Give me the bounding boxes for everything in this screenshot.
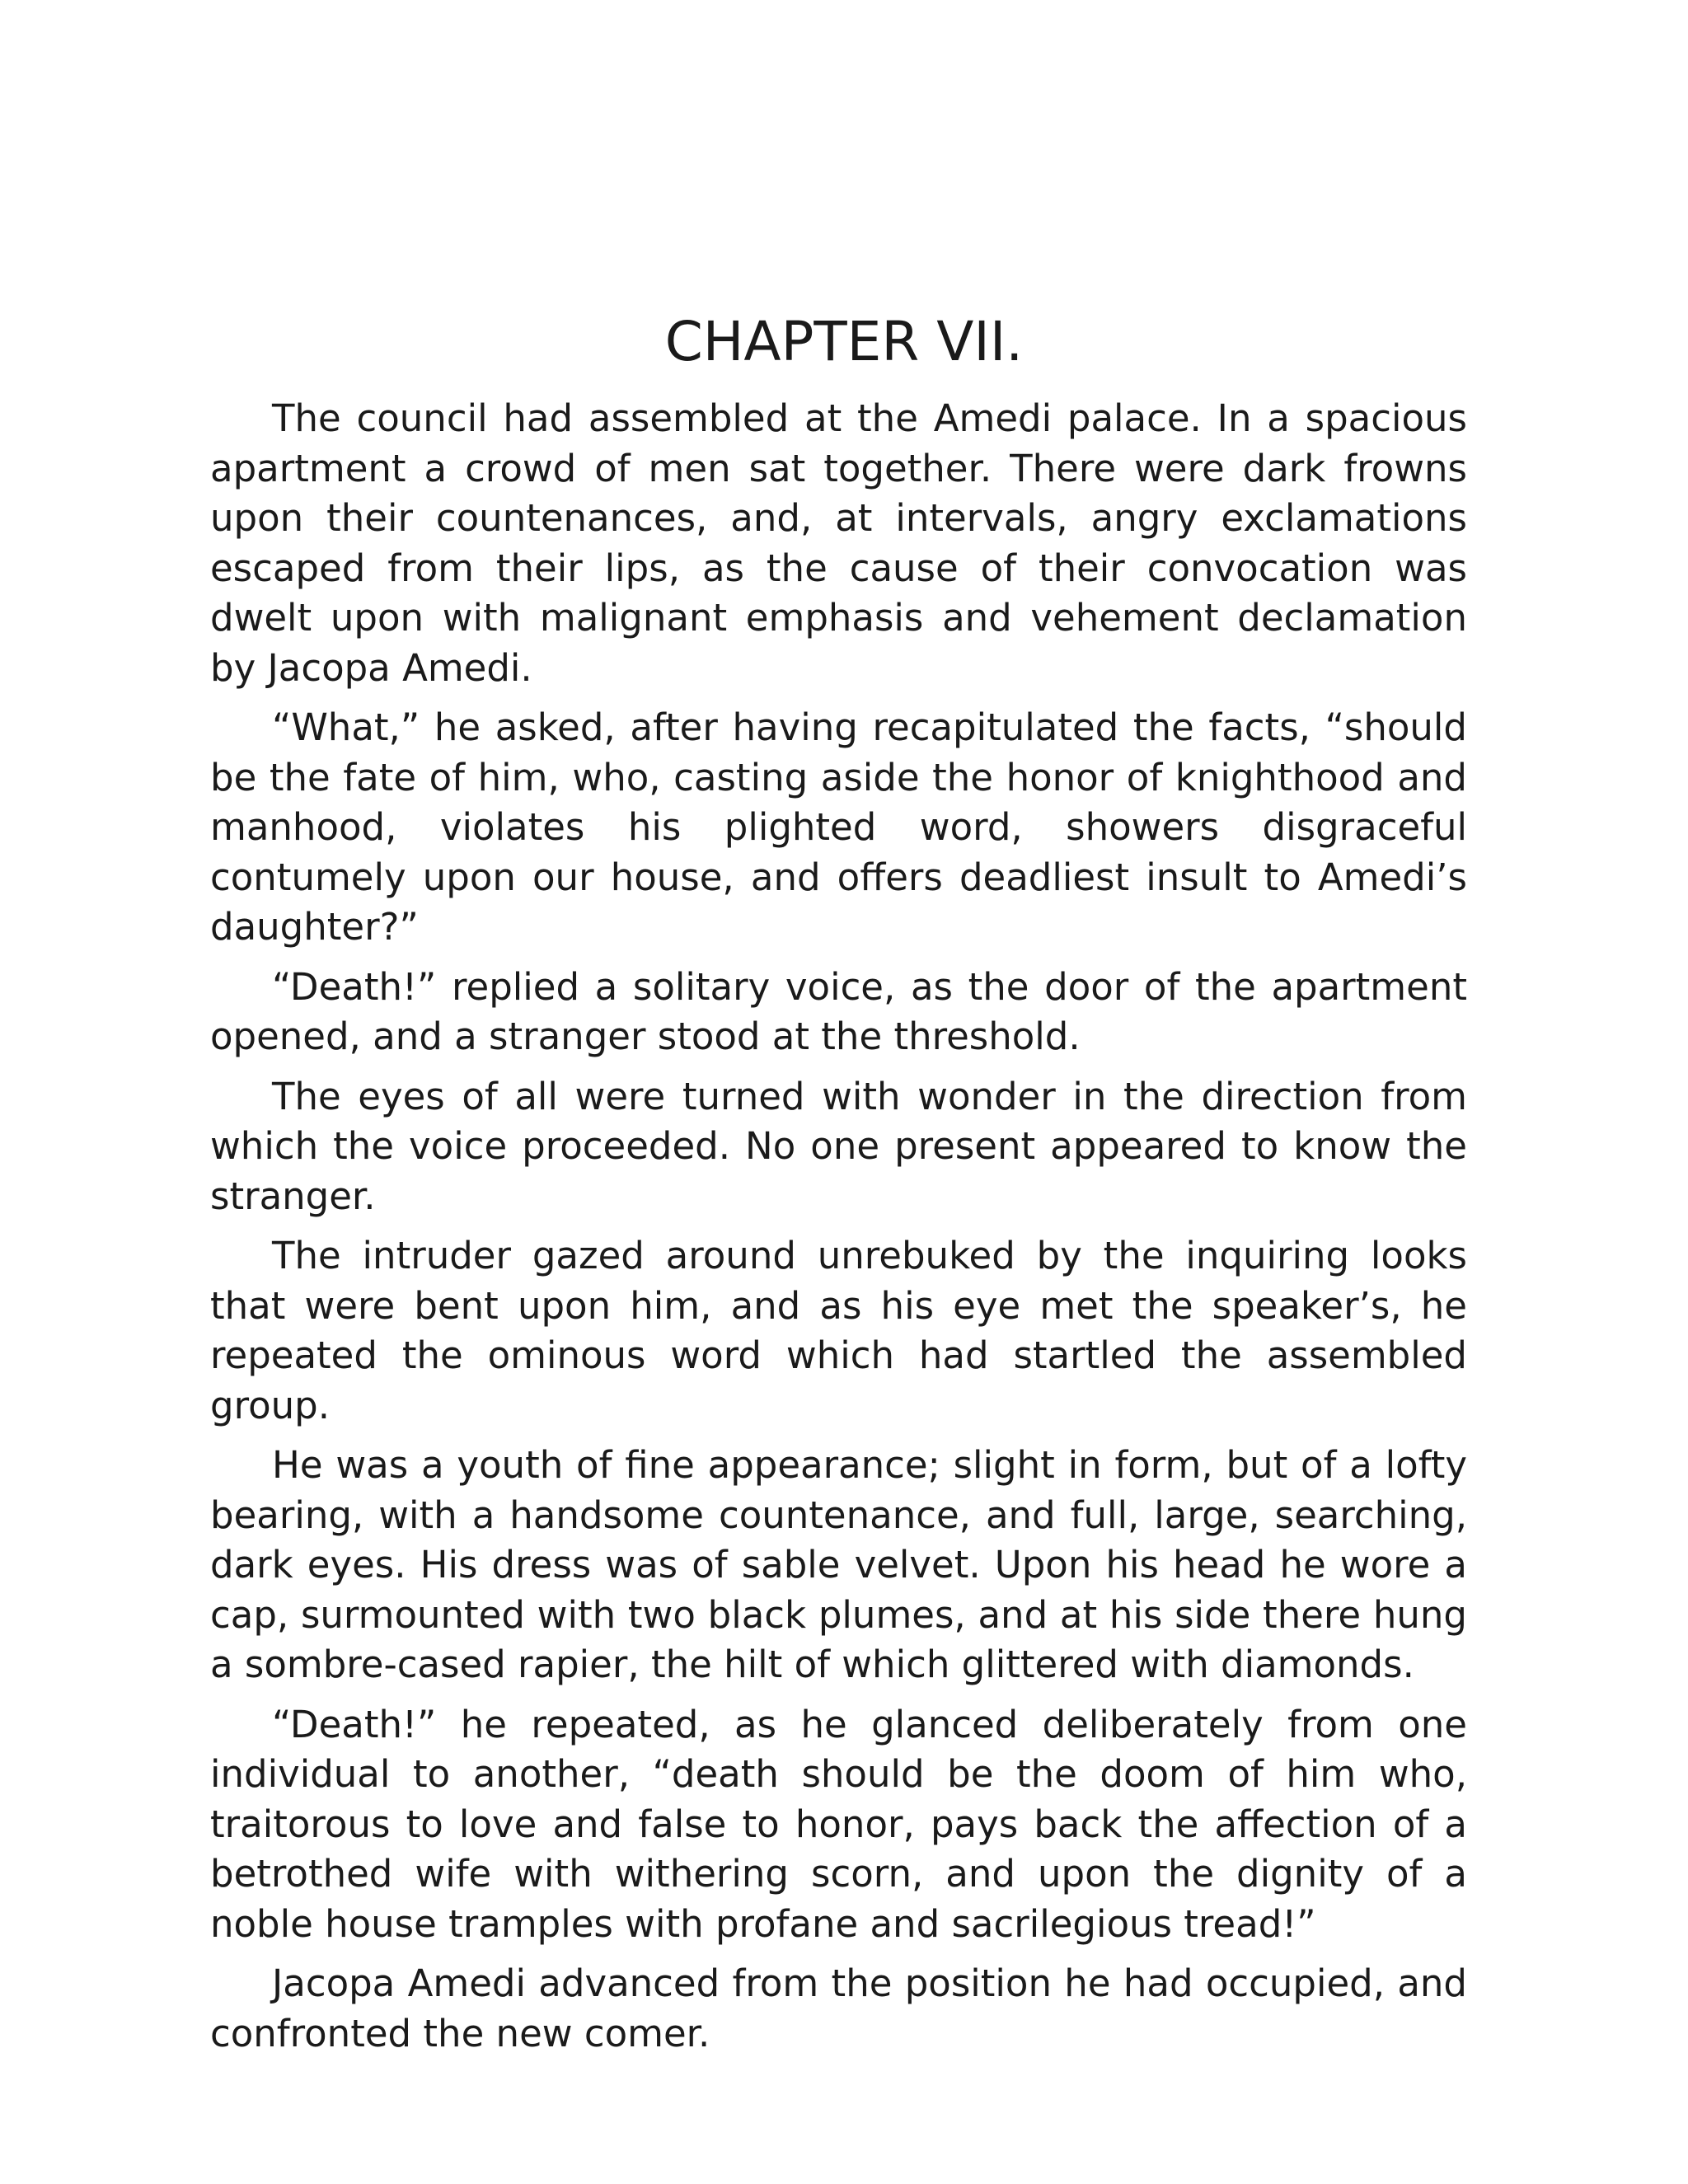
paragraph: “Death!” replied a solitary voice, as the door of the apartment opened, and a stranger stood at the threshold. (210, 964, 1467, 1058)
paragraph: “Death!” he repeated, as he glanced deliberately from one individual to another, “death should be the doom of him who, traitorous to love and false to honor, pays back the affection of a betrothed wife with withering scorn, and upon the dignity of a noble house tramples with profane and sacrilegious tread!” (210, 1702, 1467, 1946)
paragraph: He was a youth of fine appearance; slight in form, but of a lofty bearing, with a handsome countenance, and full, large, searching, dark eyes. His dress was of sable velvet. Upon his head he wore a cap, surmounted with two black plumes, and at his side there hung a sombre-cased rapier, the hilt of which glittered with diamonds. (210, 1443, 1467, 1686)
paragraph: “What,” he asked, after having recapitulated the facts, “should be the fate of him, who, casting aside the honor of knighthood and manhood, violates his plighted word, showers disgraceful contumely upon our house, and offers deadliest insult to Amedi’s daughter?” (210, 705, 1467, 949)
paragraph: The council had assembled at the Amedi palace. In a spacious apartment a crowd of men sat together. There were dark frowns upon their countenances, and, at intervals, angry exclamations escaped from their lips, as the cause of their convocation was dwelt upon with malignant emphasis and vehement declamation by Jacopa Amedi. (210, 396, 1467, 690)
chapter-body (210, 394, 1467, 2069)
paragraph: The eyes of all were turned with wonder in the direction from which the voice proceeded. No one present appeared to know the stranger. (210, 1074, 1467, 1218)
paragraph: The intruder gazed around unrebuked by the inquiring looks that were bent upon him, and as his eye met the speaker’s, he repeated the ominous word which had startled the assembled group. (210, 1234, 1467, 1427)
chapter-title: CHAPTER VII. (664, 310, 1024, 373)
paragraph: Jacopa Amedi advanced from the position he had occupied, and confronted the new comer. (210, 1961, 1467, 2055)
